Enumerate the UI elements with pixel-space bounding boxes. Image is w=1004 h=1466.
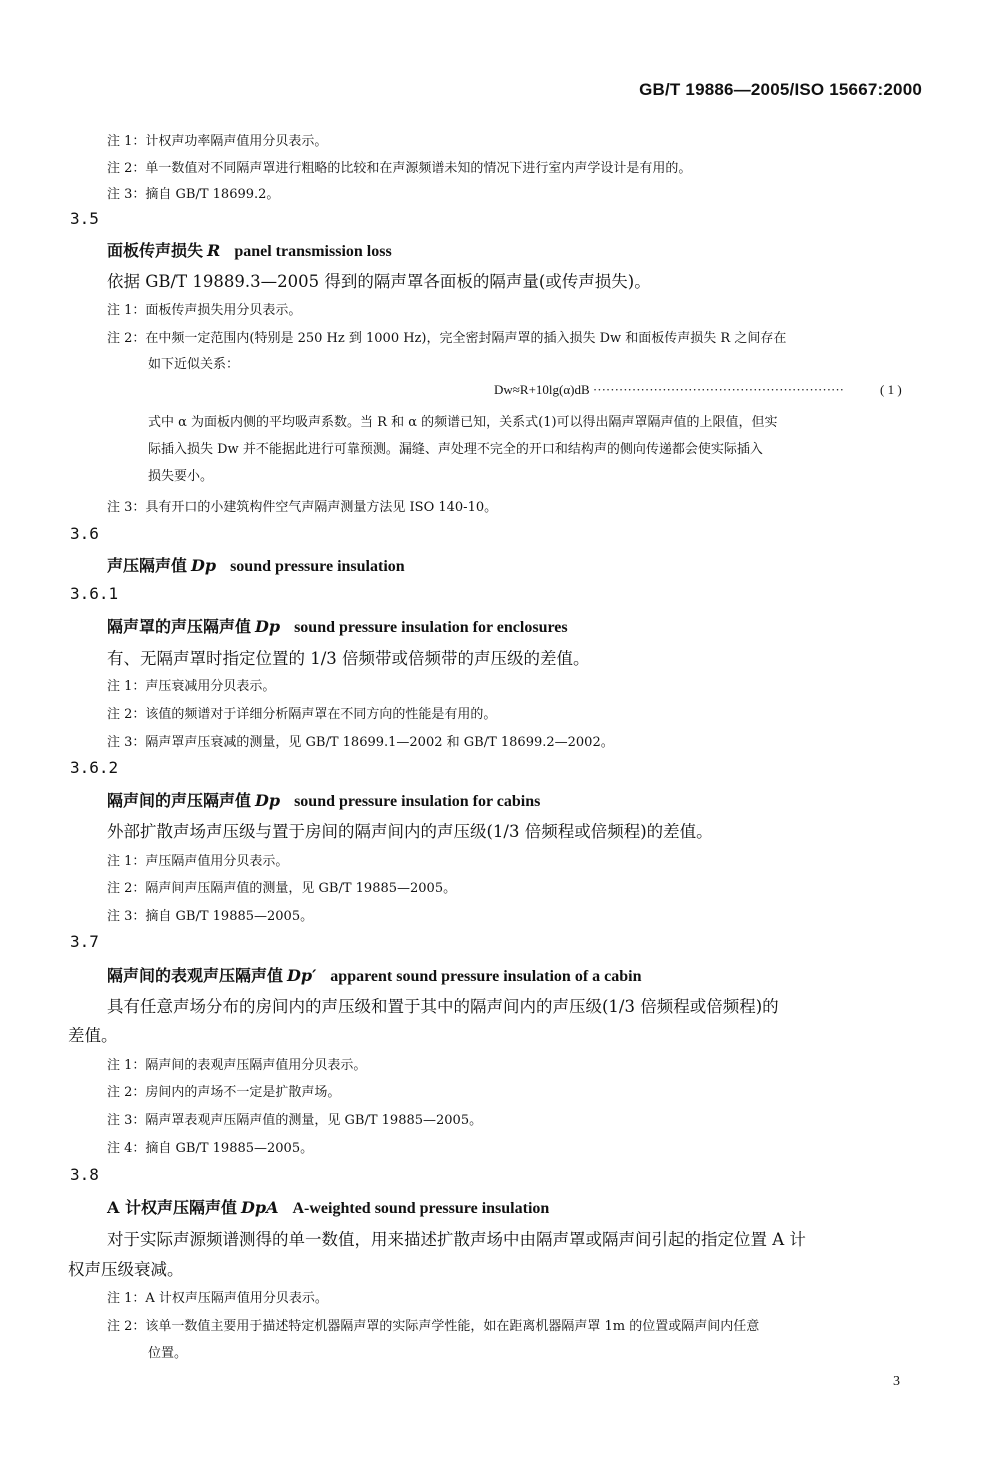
note: 注 3：摘自 GB/T 19885—2005。 — [107, 909, 314, 924]
note: 注 2：隔声间声压隔声值的测量，见 GB/T 19885—2005。 — [107, 881, 457, 896]
note: 注 3：摘自 GB/T 18699.2。 — [107, 187, 280, 202]
page-number: 3 — [893, 1374, 900, 1389]
note: 注 2：在中频一定范围内(特别是 250 Hz 到 1000 Hz)，完全密封隔声罩的插入损失 Dw 和面板传声损失 R 之间存在 — [107, 331, 787, 346]
note: 注 1：计权声功率隔声值用分贝表示。 — [107, 134, 328, 149]
term-symbol: Dp — [255, 791, 281, 810]
clause-number: 3.6.1 — [70, 584, 119, 603]
note: 注 2：单一数值对不同隔声罩进行粗略的比较和在声源频谱未知的情况下进行室内声学设计是有用的。 — [107, 161, 692, 176]
note: 注 1：隔声间的表观声压隔声值用分贝表示。 — [107, 1058, 367, 1073]
note: 注 1：声压衰减用分贝表示。 — [107, 679, 276, 694]
term-en: apparent sound pressure insulation of a cabin — [330, 968, 642, 985]
note: 注 2：房间内的声场不一定是扩散声场。 — [107, 1085, 341, 1100]
term-en: sound pressure insulation — [230, 558, 405, 575]
term-zh: 隔声间的表观声压隔声值 — [107, 966, 284, 985]
term-heading — [107, 963, 642, 986]
term-zh: A 计权声压隔声值 — [107, 1198, 237, 1217]
formula-expression: Dw≈R+10lg(α)dB — [494, 382, 590, 397]
formula — [494, 382, 844, 398]
term-heading — [107, 788, 540, 811]
term-heading — [107, 238, 392, 261]
definition: 外部扩散声场声压级与置于房间的隔声间内的声压级(1/3 倍频程或倍频程)的差值。 — [107, 822, 713, 841]
term-en: panel transmission loss — [234, 243, 392, 260]
term-heading — [107, 553, 405, 576]
term-heading — [107, 1195, 549, 1218]
definition: 依据 GB/T 19889.3—2005 得到的隔声罩各面板的隔声量(或传声损失)。 — [107, 272, 651, 291]
note-continuation: 位置。 — [148, 1346, 188, 1361]
term-symbol: Dp′ — [287, 966, 317, 985]
note: 注 2：该单一数值主要用于描述特定机器隔声罩的实际声学性能，如在距离机器隔声罩 1m 的位置或隔声间内任意 — [107, 1319, 760, 1334]
term-zh: 隔声罩的声压隔声值 — [107, 617, 252, 636]
note: 注 1：声压隔声值用分贝表示。 — [107, 854, 289, 869]
definition: 具有任意声场分布的房间内的声压级和置于其中的隔声间内的声压级(1/3 倍频程或倍频程)的 — [107, 997, 779, 1016]
term-en: sound pressure insulation for enclosures — [294, 619, 568, 636]
term-symbol: Dp — [255, 617, 281, 636]
term-en: A-weighted sound pressure insulation — [292, 1200, 550, 1217]
term-symbol: R — [207, 241, 221, 260]
term-en: sound pressure insulation for cabins — [294, 793, 541, 810]
formula-leader-dots: ·························································· — [589, 382, 845, 397]
definition: 有、无隔声罩时指定位置的 1/3 倍频带或倍频带的声压级的差值。 — [107, 649, 590, 668]
definition-continuation: 差值。 — [68, 1026, 118, 1045]
note: 注 4：摘自 GB/T 19885—2005。 — [107, 1141, 314, 1156]
definition-continuation: 权声压级衰减。 — [68, 1260, 184, 1279]
term-heading — [107, 614, 568, 637]
note: 注 3：具有开口的小建筑构件空气声隔声测量方法见 ISO 140-10。 — [107, 500, 498, 515]
note: 注 1：A 计权声压隔声值用分贝表示。 — [107, 1291, 328, 1306]
definition: 对于实际声源频谱测得的单一数值，用来描述扩散声场中由隔声罩或隔声间引起的指定位置 A 计 — [107, 1230, 806, 1249]
term-zh: 面板传声损失 — [107, 241, 204, 260]
term-zh: 声压隔声值 — [107, 556, 188, 575]
note: 注 3：隔声罩表观声压隔声值的测量，见 GB/T 19885—2005。 — [107, 1113, 483, 1128]
term-symbol: Dp — [191, 556, 217, 575]
clause-number: 3.8 — [70, 1165, 99, 1184]
note-continuation: 损失要小。 — [148, 469, 214, 484]
clause-number: 3.6 — [70, 524, 99, 543]
note-continuation: 际插入损失 Dw 并不能据此进行可靠预测。漏缝、声处理不完全的开口和结构声的侧向传递都会使实际插入 — [148, 442, 763, 457]
note: 注 2：该值的频谱对于详细分析隔声罩在不同方向的性能是有用的。 — [107, 707, 497, 722]
clause-number: 3.6.2 — [70, 758, 119, 777]
note: 注 3：隔声罩声压衰减的测量，见 GB/T 18699.1—2002 和 GB/T 18699.2—2002。 — [107, 735, 614, 750]
clause-number: 3.5 — [70, 209, 99, 228]
clause-number: 3.7 — [70, 932, 99, 951]
formula-number: ( 1 ) — [880, 382, 902, 397]
term-zh: 隔声间的声压隔声值 — [107, 791, 252, 810]
note: 注 1：面板传声损失用分贝表示。 — [107, 303, 302, 318]
note-continuation: 如下近似关系： — [148, 357, 240, 372]
standard-number-header: GB/T 19886—2005/ISO 15667:2000 — [639, 80, 922, 99]
term-symbol: DpA — [241, 1198, 279, 1217]
note-continuation: 式中 α 为面板内侧的平均吸声系数。当 R 和 α 的频谱已知，关系式(1)可以得出隔声罩隔声值的上限值，但实 — [148, 415, 778, 430]
